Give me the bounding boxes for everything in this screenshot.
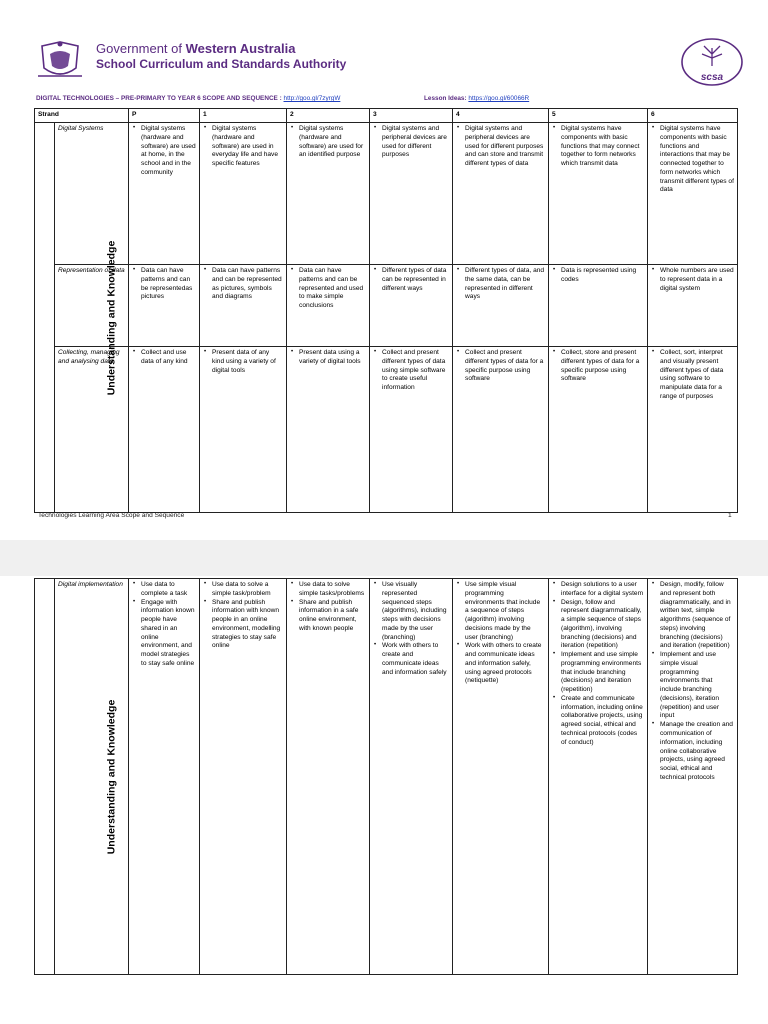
table-cell: • Different types of data, and the same data, can be represented in different ways: [453, 265, 549, 347]
table-cell: • Digital systems have components with basic functions and interactions that may be connected together to form networks which transmit different types of data: [648, 123, 738, 265]
table-cell: • Data can have patterns and can be represented and used to make simple conclusions: [287, 265, 370, 347]
authority-title: School Curriculum and Standards Authority: [96, 57, 347, 71]
document-heading: DIGITAL TECHNOLOGIES – PRE-PRIMARY TO YEAR 6 SCOPE AND SEQUENCE : http://goo.gl/7zyrgW: [36, 95, 341, 102]
svg-text:scsa: scsa: [700, 72, 724, 83]
table-cell: • Collect and present different types of data using simple software to create useful information: [370, 347, 453, 513]
table-cell: • Design solutions to a user interface for a digital system • Design, follow and represent diagrammatically, a simple sequence of steps (algorithm), involving branching (decisions) and iteration (repetition) • Implement and use simple programming environments that include branching (decisions) and iteration (repetition) • Create and communicate information, including online collaborative projects, using agreed social, ethical and technical protocols (codes of conduct): [549, 579, 648, 975]
table-cell: • Data can have patterns and can be represented as pictures, symbols and diagrams: [200, 265, 287, 347]
col-header-1: 1: [200, 109, 287, 123]
table-cell: • Present data using a variety of digital tools: [287, 347, 370, 513]
table-cell: • Digital systems have components with basic functions that may connect together to form networks which transmit data: [549, 123, 648, 265]
col-header-3: 3: [370, 109, 453, 123]
table-row: [35, 347, 738, 513]
table-cell: • Collect and present different types of data for a specific purpose using software: [453, 347, 549, 513]
table-cell: • Use visually represented sequenced steps (algorithms), including steps with decisions made by the user (branching) • Work with others to create and communicate ideas and information safely: [370, 579, 453, 975]
table-cell: • Digital systems and peripheral devices are used for different purposes and can store and transmit different types of data: [453, 123, 549, 265]
table-cell: • Use simple visual programming environments that include a sequence of steps (algorithm) involving decisions made by the user (branching) • Work with others to create and communicate ideas and information safely, using agreed protocols (netiquette): [453, 579, 549, 975]
col-header-4: 4: [453, 109, 549, 123]
table-cell: • Whole numbers are used to represent data in a digital system: [648, 265, 738, 347]
col-header-6: 6: [648, 109, 738, 123]
table-row: [35, 579, 738, 975]
scsa-logo: [678, 36, 746, 88]
col-header-p: P: [129, 109, 200, 123]
table-cell: • Design, modify, follow and represent both diagrammatically, and in written text, simple algorithms (sequence of steps) involving branching (decisions) and iteration (repetition) • Implement and use simple visual programming environments that include branching (decisions), iteration (repetition) and user input • Manage the creation and communication of information, including online collaborative projects, using agreed social, ethical and technical protocols: [648, 579, 738, 975]
table-cell: • Collect, store and present different types of data for a specific purpose using software: [549, 347, 648, 513]
table-cell: • Digital systems (hardware and software) are used in everyday life and have specific features: [200, 123, 287, 265]
sub-strand-label: Collecting, managing and analysing data: [55, 347, 129, 513]
wa-crest-logo: [36, 38, 84, 82]
government-title: Government of Western Australia: [96, 41, 296, 56]
table-cell: • Collect, sort, interpret and visually present different types of data using software to manipulate data for a range of purposes: [648, 347, 738, 513]
table-cell: • Present data of any kind using a variety of digital tools: [200, 347, 287, 513]
table-row: [35, 123, 738, 265]
table-cell: • Digital systems (hardware and software) are used for an identified purpose: [287, 123, 370, 265]
scope-table-page-2: [34, 578, 738, 975]
strand-label: Understanding and Knowledge: [105, 240, 118, 395]
scope-table-page-1: [34, 108, 738, 513]
sub-strand-label: Digital Systems: [55, 123, 129, 265]
table-cell: • Collect and use data of any kind: [129, 347, 200, 513]
sub-strand-label: Representation of data: [55, 265, 129, 347]
col-header-5: 5: [549, 109, 648, 123]
footer-title: Technologies Learning Area Scope and Sequence: [38, 512, 185, 519]
table-header-row: [35, 109, 738, 123]
sub-strand-label: Digital implementation: [55, 579, 129, 975]
table-cell: • Use data to solve a simple task/problem • Share and publish information with known people in an online environment, modelling strategies to stay safe online: [200, 579, 287, 975]
lesson-ideas: Lesson Ideas: https://goo.gl/60066R: [424, 95, 530, 102]
table-cell: • Digital systems and peripheral devices are used for different purposes: [370, 123, 453, 265]
footer-page-number: 1: [728, 512, 732, 519]
scope-link[interactable]: http://goo.gl/7zyrgW: [283, 95, 341, 102]
table-cell: • Data can have patterns and can be representedas pictures: [129, 265, 200, 347]
table-cell: • Use data to complete a task • Engage with information known people have shared in an online environment, and model strategies to stay safe online: [129, 579, 200, 975]
lesson-ideas-link[interactable]: https://goo.gl/60066R: [468, 95, 530, 102]
strand-label: Understanding and Knowledge: [105, 699, 118, 854]
table-cell: • Digital systems (hardware and software) are used at home, in the school and in the community: [129, 123, 200, 265]
table-cell: • Use data to solve simple tasks/problems • Share and publish information in a safe online environment, with known people: [287, 579, 370, 975]
table-cell: • Different types of data can be represented in different ways: [370, 265, 453, 347]
table-row: [35, 265, 738, 347]
col-header-strand: Strand: [35, 109, 129, 123]
table-cell: • Data is represented using codes: [549, 265, 648, 347]
page-gap: [0, 540, 768, 576]
col-header-2: 2: [287, 109, 370, 123]
